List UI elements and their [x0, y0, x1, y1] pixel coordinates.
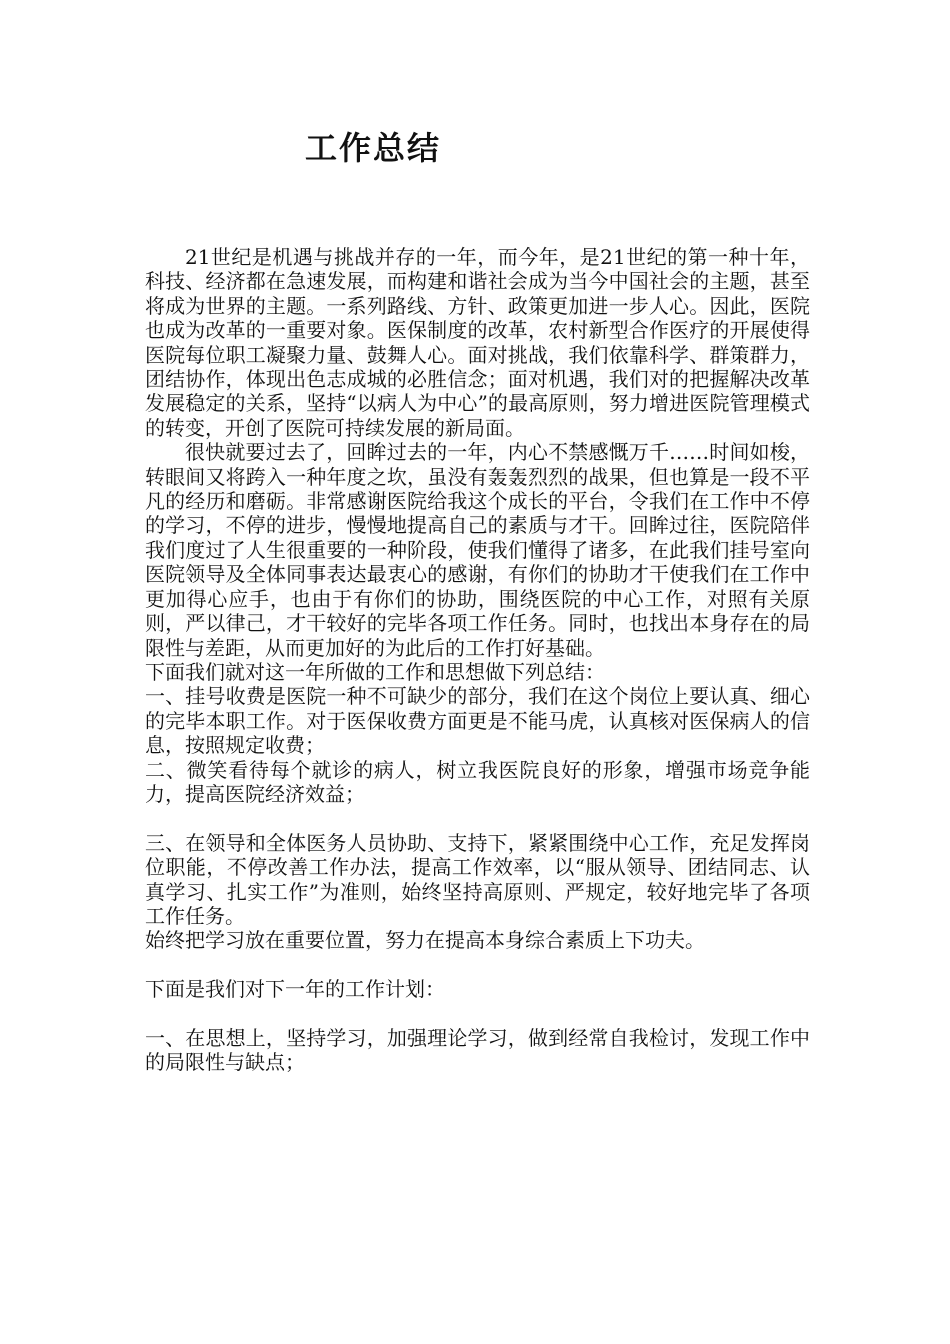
paragraph-review: 很快就要过去了，回眸过去的一年，内心不禁感慨万千……时间如梭，转眼间又将跨入一种年度之坎，虽没有轰轰烈烈的战果，但也算是一段不平凡的经历和磨砺。非常感谢医院给我这个成长的平台，令我们在工作中不停的学习，不停的进步，慢慢地提高自己的素质与才干。回眸过往，医院陪伴我们度过了人生很重要的一种阶段，使我们懂得了诸多，在此我们挂号室向医院领导及全体同事表达最衷心的感谢，有你们的协助才干使我们在工作中更加得心应手，也由于有你们的协助，围绕医院的中心工作，对照有关原则，严以律己，才干较好的完毕各项工作任务。同时，也找出本身存在的局限性与差距，从而更加好的为此后的工作打好基础。	[145, 440, 810, 660]
blank-line	[145, 1002, 810, 1026]
paragraph-study: 始终把学习放在重要位置，努力在提高本身综合素质上下功夫。	[145, 928, 705, 953]
document-title: 工作总结	[305, 129, 442, 167]
document-body	[145, 245, 810, 1075]
paragraph-summary-heading: 下面我们就对这一年所做的工作和思想做下列总结：	[145, 659, 605, 684]
paragraph-plan-heading: 下面是我们对下一年的工作计划：	[145, 977, 445, 1002]
paragraph-point-2: 二、微笑看待每个就诊的病人，树立我医院良好的形象，增强市场竞争能力，提高医院经济效益；	[145, 757, 810, 806]
paragraph-plan-1: 一、在思想上，坚持学习，加强理论学习，做到经常自我检讨，发现工作中的局限性与缺点；	[145, 1025, 810, 1075]
blank-line	[145, 953, 810, 977]
paragraph-intro: 21世纪是机遇与挑战并存的一年，而今年，是21世纪的第一种十年，科技、经济都在急速发展，而构建和谐社会成为当今中国社会的主题，甚至将成为世界的主题。一系列路线、方针、政策更加进一步人心。因此，医院也成为改革的一重要对象。医保制度的改革，农村新型合作医疗的开展使得医院每位职工凝聚力量、鼓舞人心。面对挑战，我们依靠科学、群策群力，团结协作，体现出色志成城的必胜信念；面对机遇，我们对的把握解决改革发展稳定的关系，坚持“以病人为中心”的最高原则，努力增进医院管理模式的转变，开创了医院可持续发展的新局面。	[145, 245, 810, 440]
blank-line	[145, 806, 810, 830]
paragraph-point-3: 三、在领导和全体医务人员协助、支持下，紧紧围绕中心工作，充足发挥岗位职能，不停改善工作办法，提高工作效率，以“服从领导、团结同志、认真学习、扎实工作”为准则，始终坚持高原则、严规定，较好地完毕了各项工作任务。	[145, 830, 810, 928]
paragraph-point-1: 一、挂号收费是医院一种不可缺少的部分，我们在这个岗位上要认真、细心的完毕本职工作。对于医保收费方面更是不能马虎，认真核对医保病人的信息，按照规定收费；	[145, 684, 810, 758]
